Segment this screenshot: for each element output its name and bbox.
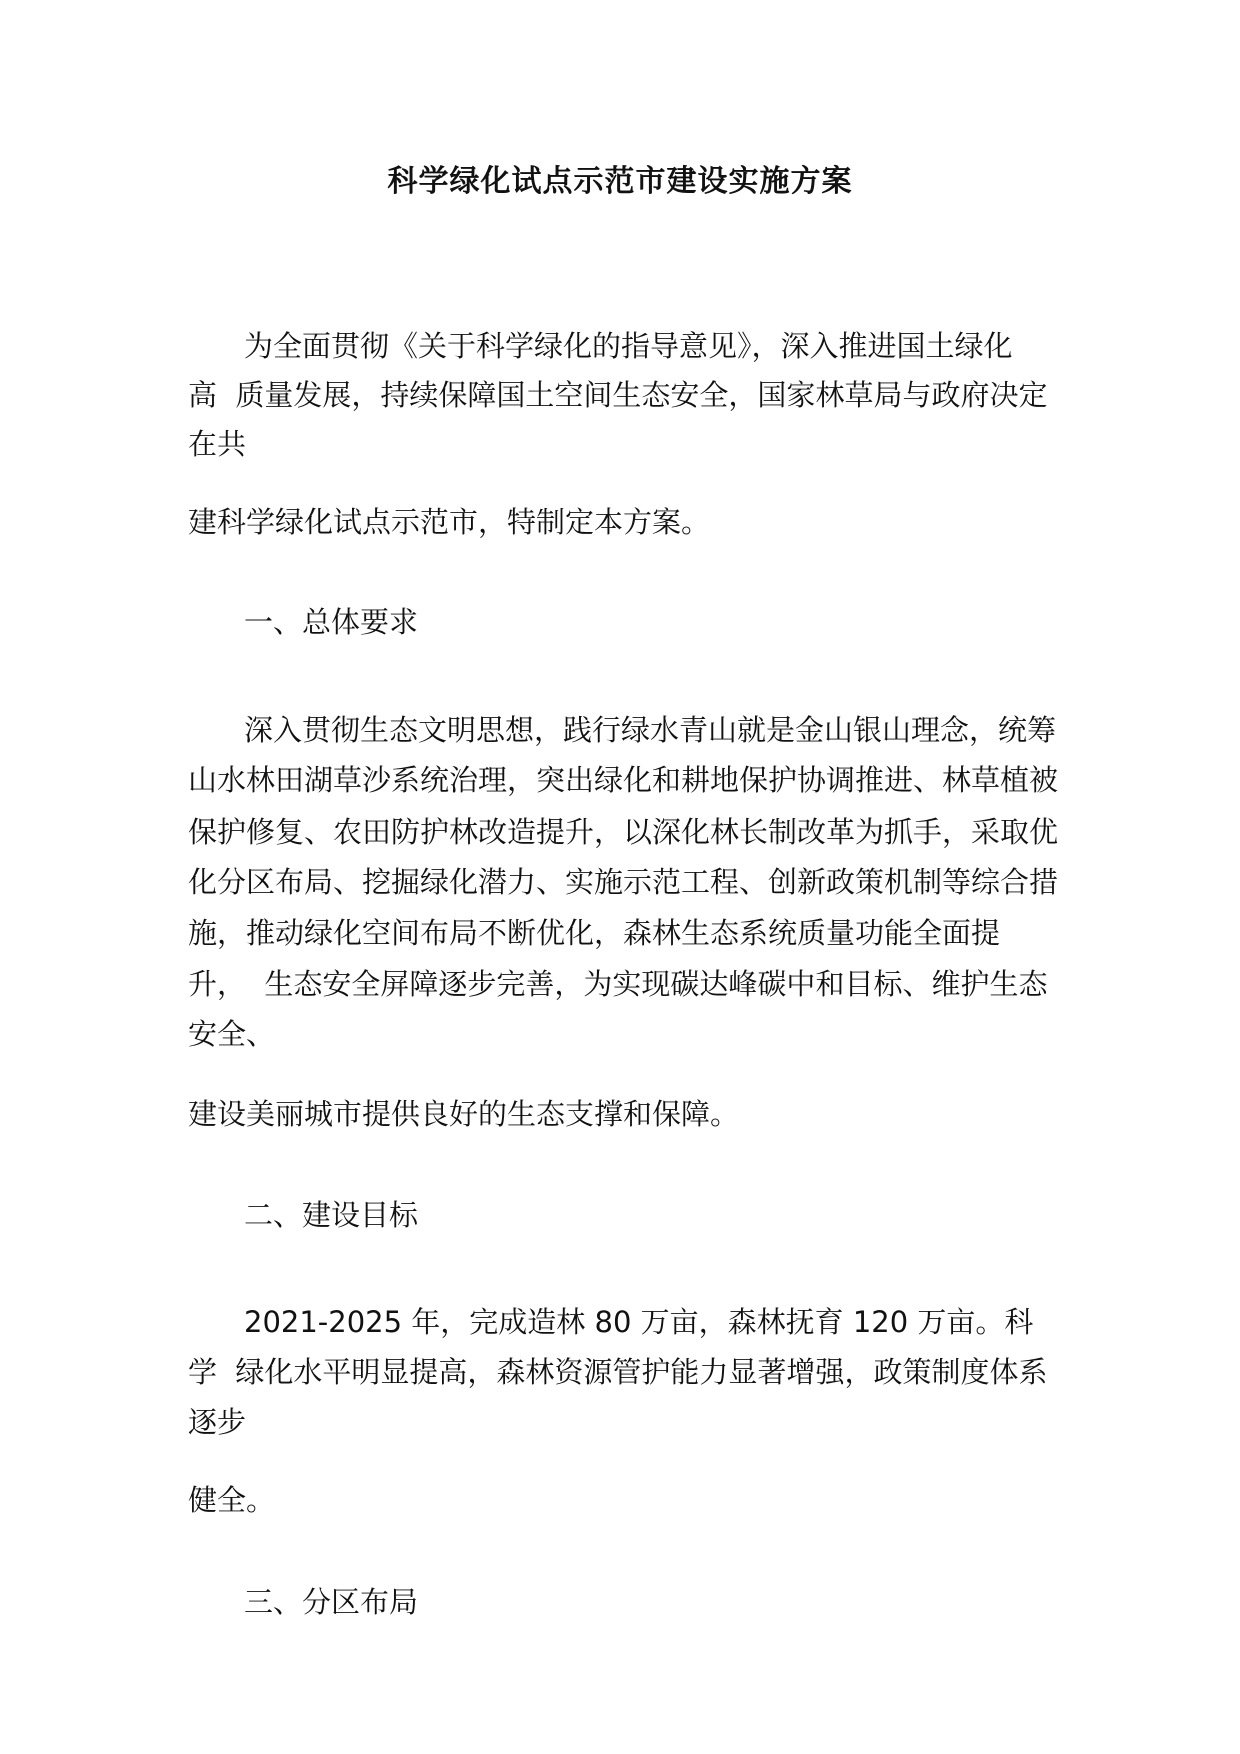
section-heading-3: 三、分区布局	[244, 1585, 419, 1619]
section1-line-6: 升， 生态安全屏障逐步完善，为实现碳达峰碳中和目标、维护生态	[188, 967, 1048, 1001]
section1-line-5: 施，推动绿化空间布局不断优化，森林生态系统质量功能全面提	[188, 916, 1001, 950]
intro-line-1: 为全面贯彻《关于科学绿化的指导意见》，深入推进国土绿化	[244, 329, 1013, 363]
section-heading-2: 二、建设目标	[244, 1198, 419, 1232]
section1-line-1: 深入贯彻生态文明思想，践行绿水青山就是金山银山理念，统筹	[244, 713, 1057, 747]
intro-line-3: 在共	[188, 427, 247, 461]
section2-line-3: 逐步	[188, 1405, 247, 1439]
section1-line-4: 化分区布局、挖掘绿化潜力、实施示范工程、创新政策机制等综合措	[188, 865, 1059, 899]
section1-line-8: 建设美丽城市提供良好的生态支撑和保障。	[188, 1097, 740, 1131]
intro-line-2: 高 质量发展，持续保障国土空间生态安全，国家林草局与政府决定	[188, 378, 1048, 412]
section1-line-2: 山水林田湖草沙系统治理，突出绿化和耕地保护协调推进、林草植被	[188, 763, 1059, 797]
section-heading-1: 一、总体要求	[244, 605, 419, 639]
section2-line-4: 健全。	[188, 1483, 276, 1517]
intro-line-4: 建科学绿化试点示范市，特制定本方案。	[188, 505, 711, 539]
document-title: 科学绿化试点示范市建设实施方案	[387, 164, 853, 199]
section2-line-2: 学 绿化水平明显提高，森林资源管护能力显著增强，政策制度体系	[188, 1355, 1048, 1389]
section1-line-7: 安全、	[188, 1017, 276, 1051]
section1-line-3: 保护修复、农田防护林改造提升，以深化林长制改革为抓手，采取优	[188, 815, 1059, 849]
section2-line-1: 2021-2025 年，完成造林 80 万亩，森林抚育 120 万亩。科	[244, 1305, 1034, 1339]
